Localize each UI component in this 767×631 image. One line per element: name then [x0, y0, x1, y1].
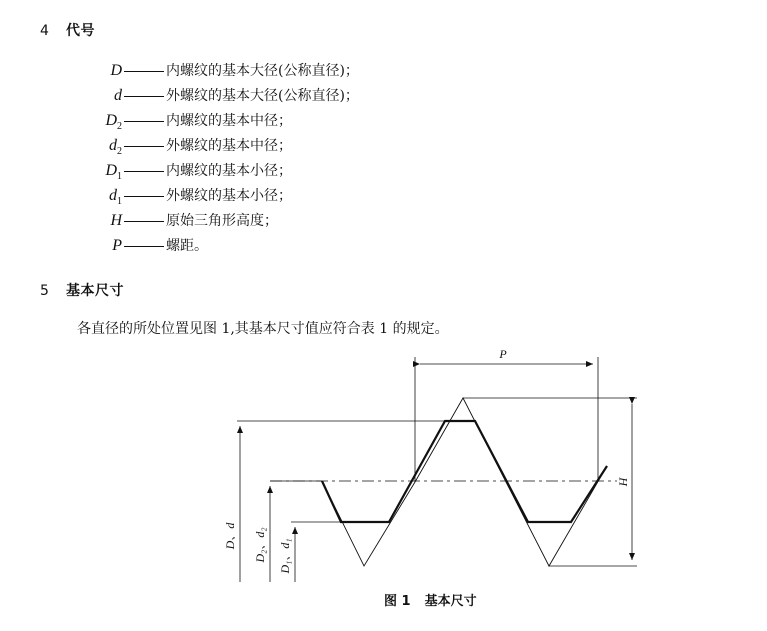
definition-text: 外螺纹的基本中径；	[166, 138, 292, 154]
definition-symbol: $d_2$	[109, 137, 122, 158]
body-paragraph: 各直径的所处位置见图 1,其基本尺寸值应符合表 1 的规定。	[77, 321, 449, 337]
definition-symbol: d	[114, 87, 122, 104]
section-4-title: 代号	[66, 23, 95, 39]
label-D2-d2: D₂、d₂	[253, 527, 267, 563]
definition-text: 内螺纹的基本大径(公称直径)；	[166, 63, 359, 79]
section-4-number: 4	[40, 23, 50, 39]
figure-number: 图 1	[384, 594, 411, 609]
definition-symbol: $D_1$	[105, 162, 122, 183]
definition-text: 内螺纹的基本小径；	[166, 163, 292, 179]
label-P: P	[499, 347, 507, 361]
figure-title: 基本尺寸	[424, 594, 477, 609]
label-H: H	[616, 477, 630, 487]
definition-symbol: H	[110, 212, 122, 229]
definition-text: 外螺纹的基本大径(公称直径)；	[166, 88, 359, 104]
section-5-title: 基本尺寸	[66, 283, 124, 299]
definition-text: 内螺纹的基本中径；	[166, 113, 292, 129]
definition-symbol: P	[112, 237, 122, 254]
definition-text: 原始三角形高度；	[166, 213, 278, 229]
section-5-number: 5	[40, 283, 50, 299]
label-D-d: D、d	[223, 522, 237, 550]
definition-symbol: $D_2$	[105, 112, 122, 133]
definition-symbol: D	[110, 62, 122, 79]
figure-caption	[384, 590, 477, 609]
basic-profile	[322, 421, 607, 522]
fundamental-triangle	[322, 398, 607, 566]
definition-text: 外螺纹的基本小径；	[166, 188, 292, 204]
definition-text: 螺距。	[166, 238, 208, 254]
definition-symbol: $d_1$	[109, 187, 122, 208]
label-D1-d1: D₁、d₁	[278, 538, 292, 574]
